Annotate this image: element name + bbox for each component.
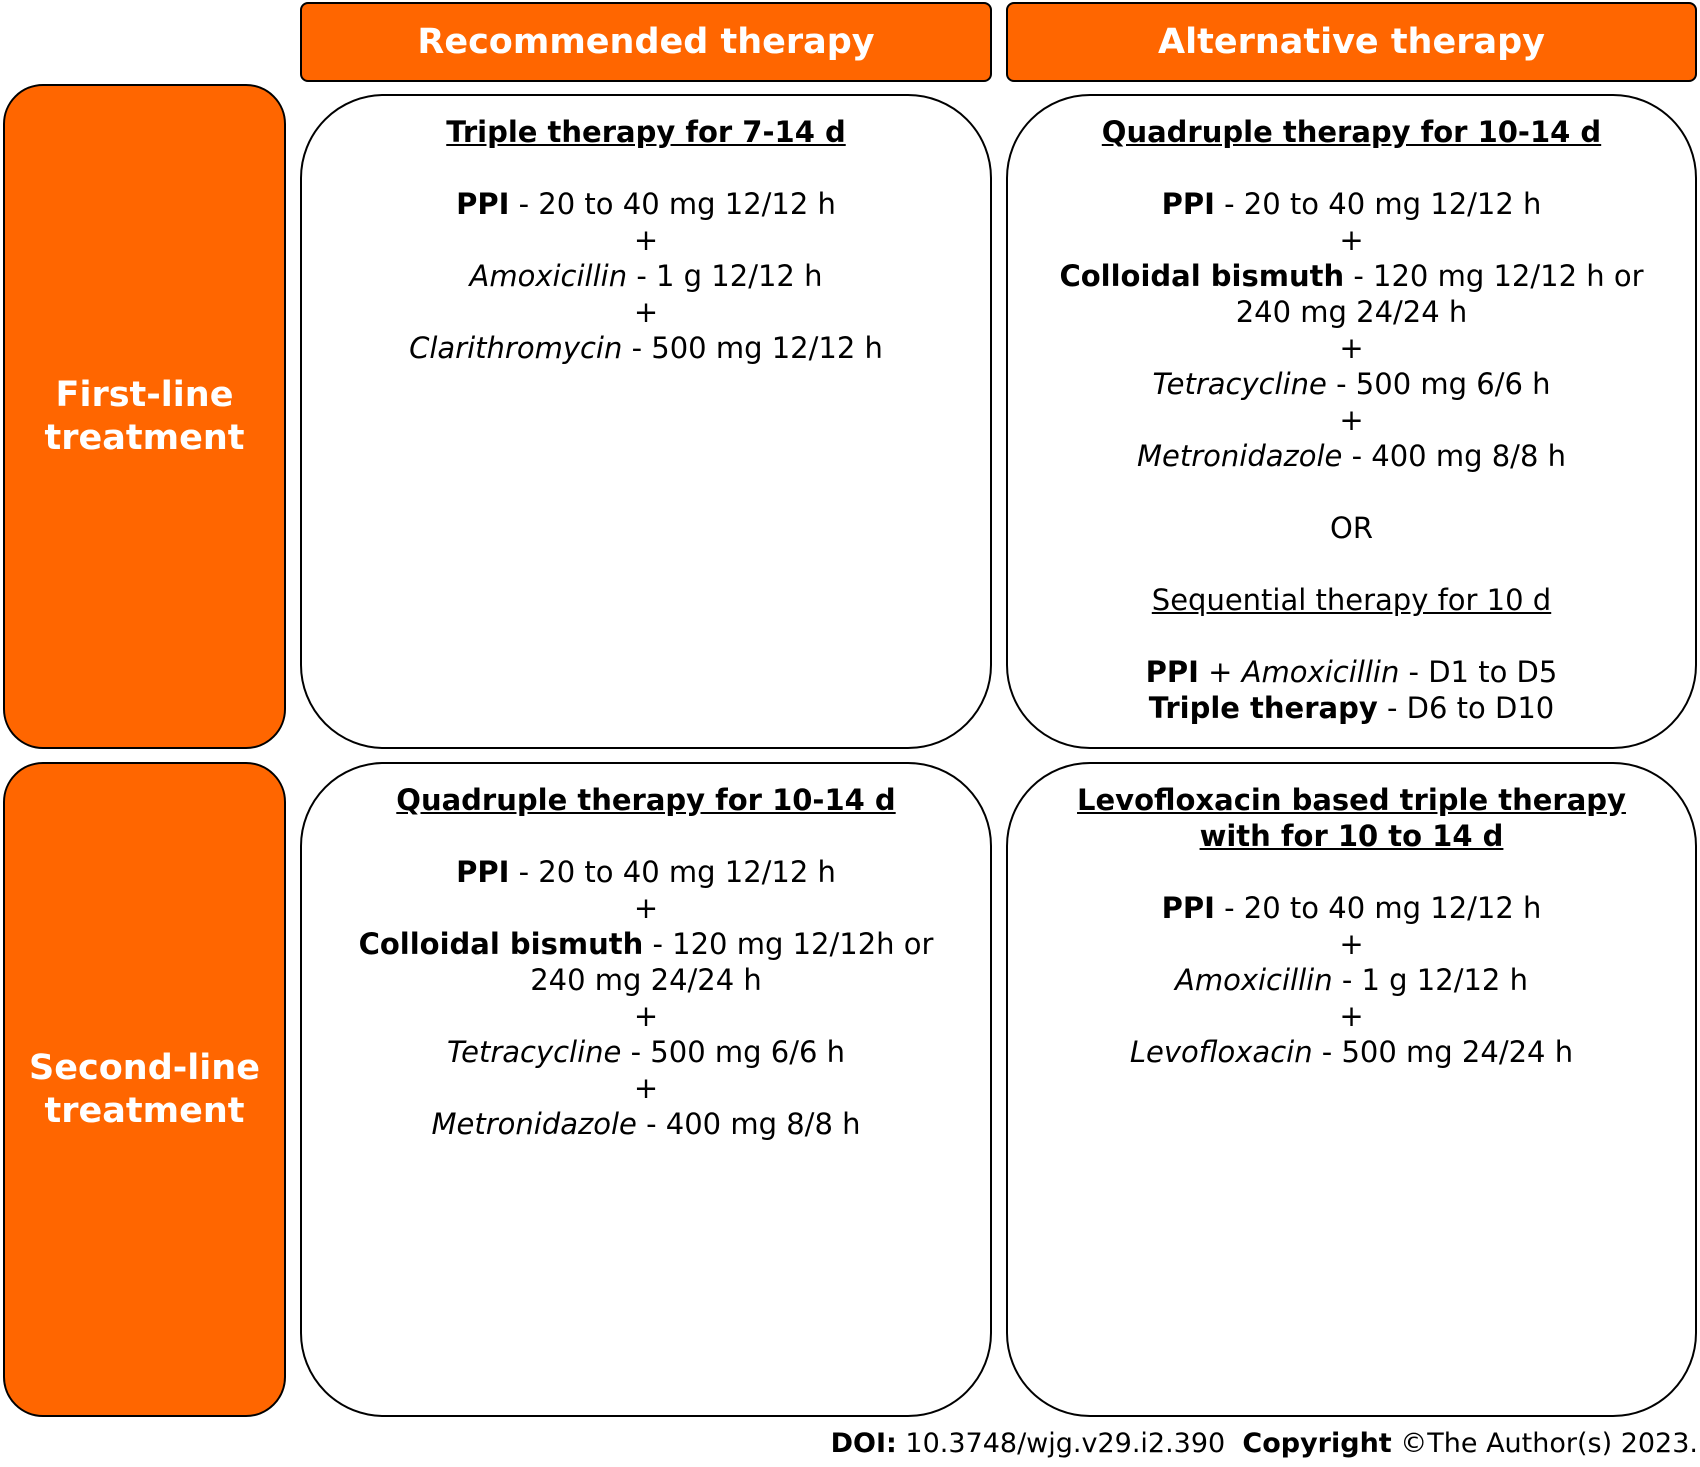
copyright-value: ©The Author(s) 2023. [1391, 1428, 1698, 1459]
row-first-line-label: First-line treatment [44, 374, 245, 458]
drug-name: Metronidazole [431, 1107, 637, 1141]
header-recommended-therapy [300, 2, 992, 82]
plus-sign: + [1339, 331, 1364, 365]
header-alternative-label: Alternative therapy [1158, 22, 1545, 62]
box-title-continued: with for 10 to 14 d [1199, 819, 1504, 853]
drug-name: PPI [456, 187, 510, 221]
drug-name: Amoxicillin [1241, 655, 1400, 689]
drug-dose: - 20 to 40 mg 12/12 h [509, 187, 836, 221]
plus-sign: + [1339, 999, 1364, 1033]
drug-line [1008, 186, 1695, 222]
drug-line [302, 854, 990, 890]
step-days: - D6 to D10 [1377, 691, 1555, 725]
first-line-alternative-box [1006, 94, 1697, 749]
drug-line [302, 330, 990, 366]
doi-copyright-footer [831, 1428, 1698, 1459]
plus-sign: + [633, 295, 659, 329]
drug-name: Triple therapy [1148, 691, 1378, 725]
drug-line [1008, 366, 1695, 402]
header-recommended-label: Recommended therapy [417, 22, 875, 62]
box-title: Levofloxacin based triple therapy [1077, 783, 1626, 817]
drug-dose: - 400 mg 8/8 h [636, 1107, 861, 1141]
header-alternative-therapy [1006, 2, 1697, 82]
drug-dose: - 120 mg 12/12 h or [1344, 259, 1644, 293]
drug-line [302, 926, 990, 962]
second-line-alternative-box [1006, 762, 1697, 1417]
drug-name: PPI [1161, 187, 1215, 221]
plus-sign: + [633, 1071, 659, 1105]
drug-dose: - 120 mg 12/12h or [643, 927, 934, 961]
drug-line [1008, 890, 1695, 926]
drug-dose-continued: 240 mg 24/24 h [530, 963, 762, 997]
drug-name: Metronidazole [1136, 439, 1343, 473]
step-days: - D1 to D5 [1399, 655, 1558, 689]
copyright-label: Copyright [1242, 1428, 1392, 1459]
drug-dose: - 500 mg 24/24 h [1312, 1035, 1574, 1069]
drug-line [302, 186, 990, 222]
plus-sign: + [633, 223, 659, 257]
drug-dose: - 500 mg 12/12 h [622, 331, 883, 365]
drug-dose: - 20 to 40 mg 12/12 h [1214, 891, 1542, 925]
plus-sign: + [1339, 403, 1364, 437]
row-second-line-treatment [3, 762, 286, 1417]
plus-sign: + [1339, 223, 1364, 257]
sequential-therapy-title: Sequential therapy for 10 d [1151, 583, 1552, 617]
drug-line [302, 258, 990, 294]
drug-name: PPI [456, 855, 510, 889]
doi-label: DOI: [830, 1428, 897, 1459]
or-separator: OR [1330, 511, 1373, 545]
sequential-step-2 [1008, 690, 1695, 726]
drug-name: Tetracycline [1152, 367, 1327, 401]
drug-line [1008, 258, 1695, 294]
first-line-recommended-box [300, 94, 992, 749]
drug-dose: - 20 to 40 mg 12/12 h [509, 855, 836, 889]
drug-name: Colloidal bismuth [358, 927, 644, 961]
drug-name: Clarithromycin [409, 331, 623, 365]
plus-sign: + [633, 891, 659, 925]
row-second-line-label: Second-line treatment [29, 1047, 260, 1131]
drug-dose-continued: 240 mg 24/24 h [1235, 295, 1468, 329]
drug-dose: - 1 g 12/12 h [627, 259, 823, 293]
drug-name: Colloidal bismuth [1059, 259, 1345, 293]
plus-sign: + [633, 999, 659, 1033]
drug-dose: - 500 mg 6/6 h [1326, 367, 1551, 401]
drug-dose: - 20 to 40 mg 12/12 h [1214, 187, 1542, 221]
drug-line [1008, 1034, 1695, 1070]
plus-inline: + [1198, 655, 1242, 689]
drug-name: Amoxicillin [469, 259, 628, 293]
drug-name: Levofloxacin [1129, 1035, 1313, 1069]
drug-name: PPI [1145, 655, 1199, 689]
box-title: Triple therapy for 7-14 d [446, 115, 846, 149]
drug-line [302, 1106, 990, 1142]
drug-line [1008, 962, 1695, 998]
drug-name: PPI [1161, 891, 1215, 925]
drug-dose: - 400 mg 8/8 h [1342, 439, 1566, 473]
sequential-step-1 [1008, 654, 1695, 690]
doi-value: 10.3748/wjg.v29.i2.390 [896, 1428, 1226, 1459]
box-title: Quadruple therapy for 10-14 d [1101, 115, 1602, 149]
drug-dose: - 1 g 12/12 h [1332, 963, 1528, 997]
box-title: Quadruple therapy for 10-14 d [396, 783, 896, 817]
second-line-recommended-box [300, 762, 992, 1417]
drug-name: Tetracycline [446, 1035, 622, 1069]
drug-name: Amoxicillin [1175, 963, 1333, 997]
row-first-line-treatment [3, 84, 286, 749]
drug-line [1008, 438, 1695, 474]
plus-sign: + [1339, 927, 1364, 961]
drug-dose: - 500 mg 6/6 h [621, 1035, 846, 1069]
drug-line [302, 1034, 990, 1070]
